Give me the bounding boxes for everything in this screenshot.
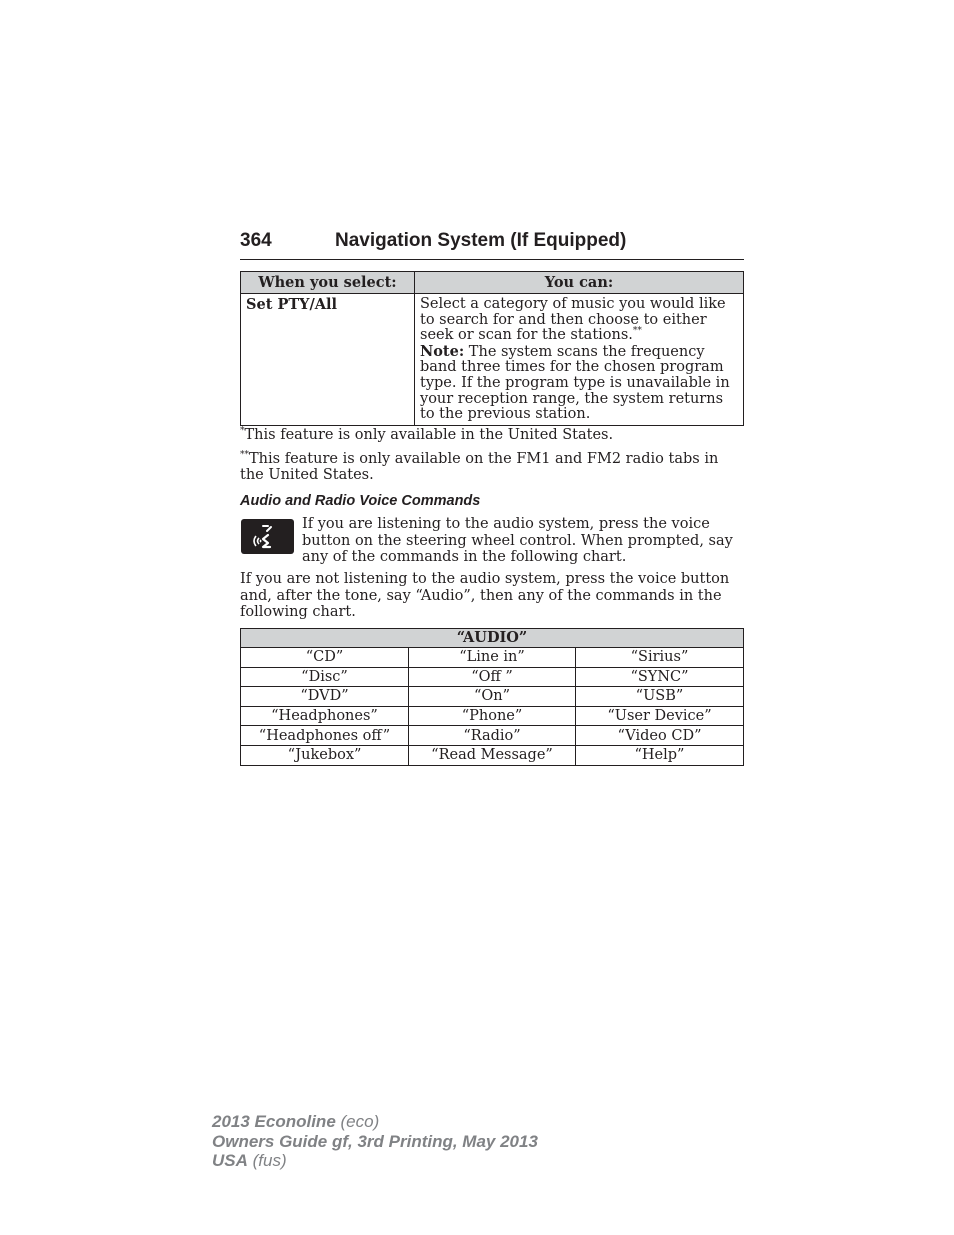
command-cell: “Disc” — [241, 667, 409, 687]
command-cell: “Radio” — [409, 726, 576, 746]
selection-table — [240, 271, 744, 426]
footnote — [240, 427, 744, 443]
command-cell: “Line in” — [409, 648, 576, 668]
command-cell: “Jukebox” — [241, 745, 409, 765]
icon-paragraph: If you are listening to the audio system, press the voice button on the steering wheel control. When prompted, say any of the commands in the following chart. — [302, 516, 733, 565]
command-cell: “Read Message” — [409, 745, 576, 765]
footnote-text: This feature is only available in the United States. — [244, 427, 614, 443]
command-cell: “USB” — [576, 687, 744, 707]
table-header-row — [241, 629, 744, 648]
selection-cell: Set PTY/All — [241, 294, 415, 426]
table-row — [241, 687, 744, 707]
footer-market-code: (fus) — [247, 1151, 287, 1170]
section-heading: Audio and Radio Voice Commands — [240, 493, 481, 509]
footer-line — [212, 1151, 538, 1171]
description-text: Select a category of music you would like to search for and then choose to either seek or scan for the stations. — [420, 296, 726, 344]
table-row — [241, 667, 744, 687]
audio-table-header: “AUDIO” — [241, 629, 744, 648]
table-row — [241, 726, 744, 746]
command-cell: “CD” — [241, 648, 409, 668]
footnote-mark: ** — [240, 450, 249, 461]
table-header-row — [241, 272, 744, 294]
column-header: You can: — [415, 272, 744, 294]
chapter-title: Navigation System (If Equipped) — [335, 230, 627, 251]
command-cell: “Off ” — [409, 667, 576, 687]
command-cell: “DVD” — [241, 687, 409, 707]
table-row — [241, 294, 744, 426]
voice-button-icon — [241, 519, 294, 554]
page-header — [240, 228, 744, 260]
command-cell: “Help” — [576, 745, 744, 765]
footnote-text: This feature is only available on the FM1 and FM2 radio tabs in the United States. — [240, 451, 719, 483]
description-cell — [415, 294, 744, 426]
table-row — [241, 648, 744, 668]
body-paragraph: If you are not listening to the audio system, press the voice button and, after the tone, say “Audio”, then any of the commands in the following chart. — [240, 571, 730, 620]
footnote-mark: ** — [632, 326, 642, 337]
note-label: Note: — [420, 342, 465, 360]
command-cell: “Sirius” — [576, 648, 744, 668]
note-text: The system scans the frequency band three times for the chosen program type. If the program type is unavailable in your reception range, the system returns to the previous station. — [420, 343, 730, 423]
footer-model: 2013 Econoline — [212, 1112, 336, 1131]
column-header: When you select: — [241, 272, 415, 294]
footer-edition: Owners Guide gf, 3rd Printing, May 2013 — [212, 1131, 538, 1151]
command-cell: “SYNC” — [576, 667, 744, 687]
document-footer — [212, 1112, 538, 1171]
command-cell: “User Device” — [576, 706, 744, 726]
footnote-mark: * — [240, 426, 245, 437]
command-cell: “On” — [409, 687, 576, 707]
command-cell: “Video CD” — [576, 726, 744, 746]
table-row — [241, 706, 744, 726]
table-row — [241, 745, 744, 765]
audio-commands-table — [240, 628, 744, 766]
footer-market: USA — [212, 1151, 248, 1170]
page-number: 364 — [240, 230, 272, 251]
command-cell: “Headphones” — [241, 706, 409, 726]
footnote — [240, 451, 744, 483]
footer-model-code: (eco) — [335, 1112, 380, 1131]
command-cell: “Phone” — [409, 706, 576, 726]
command-cell: “Headphones off” — [241, 726, 409, 746]
footer-line — [212, 1112, 538, 1132]
footer-line — [212, 1132, 538, 1152]
